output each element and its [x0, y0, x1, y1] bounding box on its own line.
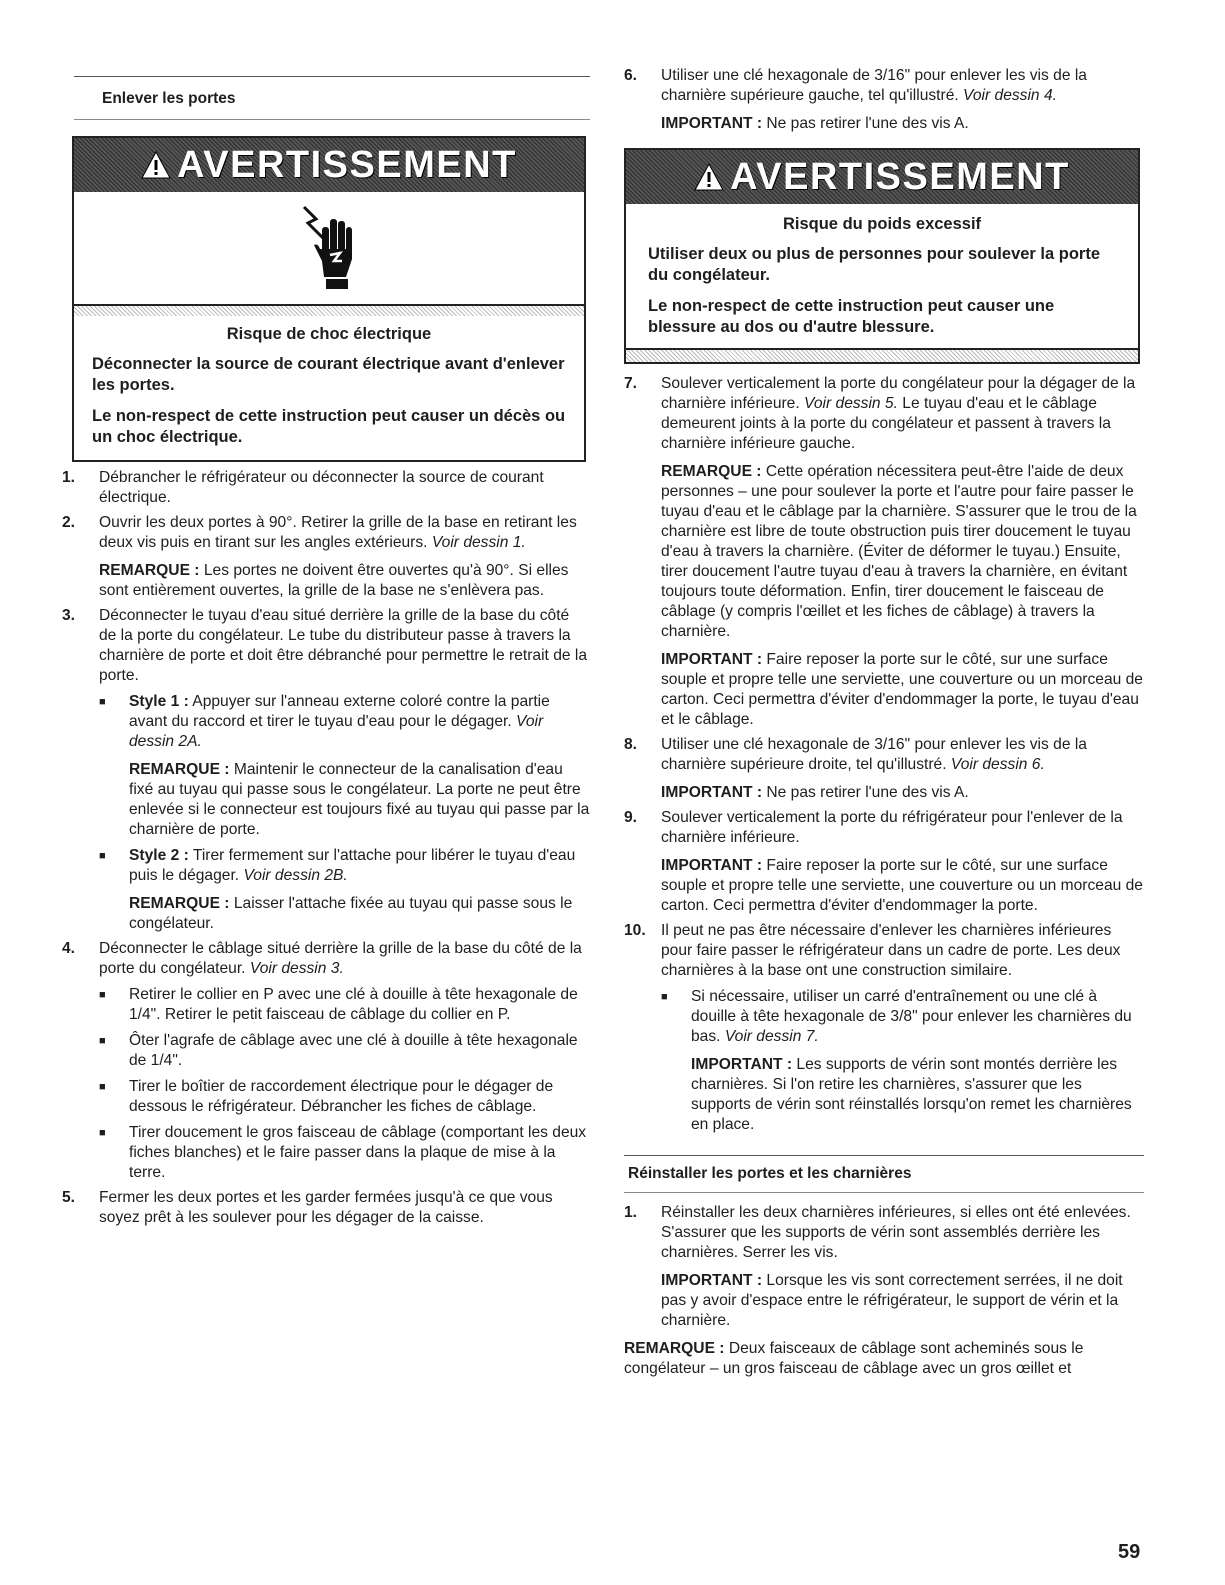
step-number: 1. — [62, 469, 76, 486]
bullet-text: Retirer le collier en P avec une clé à douille à tête hexagonale de 1/4". Retirer le petit faisceau de câblage du collier en P. — [129, 986, 578, 1023]
note — [661, 462, 1144, 642]
warning-line-2: Le non-respect de cette instruction peut causer une blessure au dos ou d'autre blessure. — [648, 297, 1055, 336]
style-label: Style 2 : — [129, 847, 189, 864]
bullet-text: Appuyer sur l'anneau externe coloré contre la partie avant du raccord et tirer le tuyau d'eau pour le dégager. — [129, 693, 550, 730]
drawing-ref: Voir dessin 6. — [950, 756, 1045, 773]
step-number: 7. — [624, 375, 638, 392]
step-7 — [624, 374, 1144, 730]
drawing-ref: Voir dessin 2B. — [243, 867, 348, 884]
warning-line-2: Le non-respect de cette instruction peut causer un décès ou un choc électrique. — [92, 407, 566, 446]
step-number: 8. — [624, 736, 638, 753]
left-column — [62, 64, 590, 1228]
step-text-continued: Le tuyau d'eau et le câblage demeurent joints à la porte du congélateur et passent à travers la charnière inférieure gauche. — [661, 395, 1111, 452]
bullet-item — [661, 987, 1144, 1135]
step-8 — [624, 735, 1144, 803]
warning-subtitle: Risque du poids excessif — [782, 215, 982, 233]
note-text: Laisser l'attache fixée au tuyau qui passe sous le congélateur. — [129, 895, 573, 932]
bullet-square-icon: ■ — [99, 1081, 106, 1093]
bullet-text: Tirer doucement le gros faisceau de câblage (comportant les deux fiches blanches) et le faire passer dans la plaque de mise à la terre. — [129, 1124, 587, 1181]
note-label: REMARQUE : — [129, 761, 230, 778]
warning-banner — [626, 150, 1138, 204]
step-6 — [624, 66, 1144, 134]
drawing-ref: Voir dessin 1. — [431, 534, 526, 551]
step-text: Déconnecter le tuyau d'eau situé derrière la grille de la base du côté de la porte du congélateur. Le tube du distributeur passe à travers la charnière de porte et doit être débranché pour permettre le retrait de la porte. — [99, 607, 588, 684]
bullet-item — [99, 1123, 590, 1183]
note-label: REMARQUE : — [661, 463, 762, 480]
bullet-text: Tirer fermement sur l'attache pour libérer le tuyau d'eau puis le dégager. — [129, 847, 576, 884]
drawing-ref: Voir dessin 7. — [724, 1028, 819, 1045]
warning-body — [626, 204, 1138, 348]
warning-banner — [74, 138, 584, 192]
section-title-remove-doors: Enlever les portes — [74, 76, 590, 120]
bullet-text: Ôter l'agrafe de câblage avec une clé à douille à tête hexagonale de 1/4". — [129, 1032, 578, 1069]
note-text: Les portes ne doivent être ouvertes qu'à 90°. Si elles sont entièrement ouvertes, la grille de la base ne s'enlèvera pas. — [99, 562, 569, 599]
note — [129, 760, 590, 840]
step-number: 9. — [624, 809, 638, 826]
shock-icon-row — [74, 192, 584, 306]
note-text: Cette opération nécessitera peut-être l'aide de deux personnes – une pour soulever la porte et l'autre pour faire passer le tuyau d'eau et le câblage par la charnière. S'assurer que le trou de la charnière est libre de toute obstruction puis tirer doucement le tuyau d'eau à travers la charnière. (Éviter de déformer le tuyau.) Ensuite, tirer doucement l'autre tuyau d'eau à travers la charnière, en évitant toujours toute déformation. Enfin, tirer doucement le faisceau de câblage (y compris l'œillet et les fiches de câblage) à travers la charnière. — [661, 463, 1137, 640]
page-number: 59 — [1118, 1541, 1141, 1563]
important — [661, 1271, 1144, 1331]
style-label: Style 1 : — [129, 693, 189, 710]
bullet-text: Tirer le boîtier de raccordement électrique pour le dégager de dessous le réfrigérateur. Débrancher les fiches de câblage. — [129, 1078, 554, 1115]
note-label: REMARQUE : — [624, 1340, 725, 1357]
bullet-square-icon: ■ — [99, 850, 106, 862]
important-text: Ne pas retirer l'une des vis A. — [766, 115, 969, 132]
bullet-item — [99, 1077, 590, 1117]
note — [129, 894, 590, 934]
step-number: 3. — [62, 607, 76, 624]
warning-box-weight — [624, 148, 1140, 364]
step-text: Utiliser une clé hexagonale de 3/16" pour enlever les vis de la charnière supérieure droite, tel qu'illustré. — [661, 736, 1087, 773]
warning-triangle-icon — [141, 151, 171, 179]
important-text: Lorsque les vis sont correctement serrées, il ne doit pas y avoir d'espace entre le réfrigérateur, le support de vérin et la charnière. — [661, 1272, 1123, 1329]
warning-banner-text: AVERTISSEMENT — [730, 156, 1070, 198]
step-3 — [62, 606, 590, 934]
bullet-square-icon: ■ — [99, 696, 106, 708]
bullet-text: Si nécessaire, utiliser un carré d'entraînement ou une clé à douille à tête hexagonale de 3/8" pour enlever les charnières du bas. — [691, 988, 1132, 1045]
important-text: Faire reposer la porte sur le côté, sur une surface souple et propre telle une serviette, une couverture ou un morceau de carton. Ceci permettra d'éviter d'endommager la porte. — [661, 857, 1143, 914]
note-label: REMARQUE : — [129, 895, 230, 912]
section-title-reinstall: Réinstaller les portes et les charnières — [624, 1155, 1144, 1193]
right-column — [624, 66, 1144, 1395]
warning-banner-text: AVERTISSEMENT — [177, 144, 517, 186]
note-label: REMARQUE : — [99, 562, 200, 579]
important — [661, 650, 1144, 730]
important-label: IMPORTANT : — [661, 651, 763, 668]
step-5 — [62, 1188, 590, 1228]
step-text: Soulever verticalement la porte du congélateur pour la dégager de la charnière inférieure. — [661, 375, 1136, 412]
important — [661, 856, 1144, 916]
important-label: IMPORTANT : — [661, 784, 763, 801]
electric-shock-hand-icon — [294, 199, 364, 297]
step-10 — [624, 921, 1144, 1135]
important — [661, 783, 1144, 803]
warning-hatch — [626, 348, 1138, 362]
warning-subtitle: Risque de choc électrique — [226, 325, 432, 343]
step-text: Utiliser une clé hexagonale de 3/16" pour enlever les vis de la charnière supérieure gauche, tel qu'illustré. — [661, 67, 1087, 104]
warning-line-1: Déconnecter la source de courant électrique avant d'enlever les portes. — [92, 355, 565, 394]
important-label: IMPORTANT : — [661, 115, 763, 132]
drawing-ref: Voir dessin 3. — [249, 960, 344, 977]
bullet-square-icon: ■ — [99, 989, 106, 1001]
important-text: Les supports de vérin sont montés derrière les charnières. Si l'on retire les charnières, s'assurer que les supports de vérin sont réinstallés lorsqu'on remet les charnières en place. — [691, 1056, 1132, 1133]
important-label: IMPORTANT : — [691, 1056, 793, 1073]
important — [691, 1055, 1144, 1135]
bullet-square-icon: ■ — [99, 1127, 106, 1139]
step-text: Déconnecter le câblage situé derrière la grille de la base du côté de la porte du congélateur. — [99, 940, 582, 977]
important-text: Ne pas retirer l'une des vis A. — [766, 784, 969, 801]
step-9 — [624, 808, 1144, 916]
step-number: 5. — [62, 1189, 76, 1206]
step-text: Réinstaller les deux charnières inférieures, si elles ont été enlevées. S'assurer que les supports de vérin sont assemblés derrière les charnières. Serrer les vis. — [661, 1204, 1131, 1261]
note-text: Deux faisceaux de câblage sont acheminés sous le congélateur – un gros faisceau de câblage avec un gros œillet et — [624, 1340, 1084, 1377]
step-4 — [62, 939, 590, 1183]
drawing-ref: Voir dessin 4. — [963, 87, 1057, 104]
bullet-square-icon: ■ — [99, 1035, 106, 1047]
warning-triangle-icon — [694, 163, 724, 191]
bullet-item — [99, 692, 590, 840]
important-text: Faire reposer la porte sur le côté, sur une surface souple et propre telle une serviette, une couverture ou un morceau de carton. Ceci permettra d'éviter d'endommager la porte, le tuyau d'eau et le câblage. — [661, 651, 1143, 728]
step-text: Fermer les deux portes et les garder fermées jusqu'à ce que vous soyez prêt à les soulever pour les dégager de la caisse. — [99, 1189, 553, 1226]
note — [99, 561, 590, 601]
step-number: 6. — [624, 67, 638, 84]
closing-note — [624, 1339, 1144, 1379]
drawing-ref: Voir dessin 5. — [804, 395, 898, 412]
drawing-ref: Voir dessin 2A. — [129, 713, 544, 750]
step-2 — [62, 513, 590, 601]
bullet-item — [99, 1031, 590, 1071]
note-text: Maintenir le connecteur de la canalisation d'eau fixé au tuyau qui passe sous le congélateur. La porte ne peut être enlevée si le connecteur est toujours fixé au tuyau qui passe par la charnière de porte. — [129, 761, 590, 838]
step-number: 4. — [62, 940, 76, 957]
important-label: IMPORTANT : — [661, 857, 763, 874]
step-text: Soulever verticalement la porte du réfrigérateur pour l'enlever de la charnière inférieure. — [661, 809, 1123, 846]
step-number: 2. — [62, 514, 76, 531]
warning-hatch — [74, 306, 584, 316]
step-number: 1. — [624, 1204, 638, 1221]
bullet-item — [99, 846, 590, 934]
important — [661, 114, 1144, 134]
step-text: Ouvrir les deux portes à 90°. Retirer la grille de la base en retirant les deux vis puis en tirant sur les angles extérieurs. — [99, 514, 577, 551]
step-number: 10. — [624, 922, 646, 939]
warning-body — [74, 316, 584, 460]
bullet-item — [99, 985, 590, 1025]
important-label: IMPORTANT : — [661, 1272, 763, 1289]
warning-box-electric-shock — [72, 136, 586, 462]
step-1 — [62, 468, 590, 508]
warning-line-1: Utiliser deux ou plus de personnes pour soulever la porte du congélateur. — [648, 245, 1101, 284]
step-text: Il peut ne pas être nécessaire d'enlever les charnières inférieures pour faire passer le réfrigérateur dans un cadre de porte. Les deux charnières à la base ont une construction similaire. — [661, 922, 1121, 979]
bullet-square-icon: ■ — [661, 991, 668, 1003]
step-text: Débrancher le réfrigérateur ou déconnecter la source de courant électrique. — [99, 469, 544, 506]
reinstall-step-1 — [624, 1203, 1144, 1331]
